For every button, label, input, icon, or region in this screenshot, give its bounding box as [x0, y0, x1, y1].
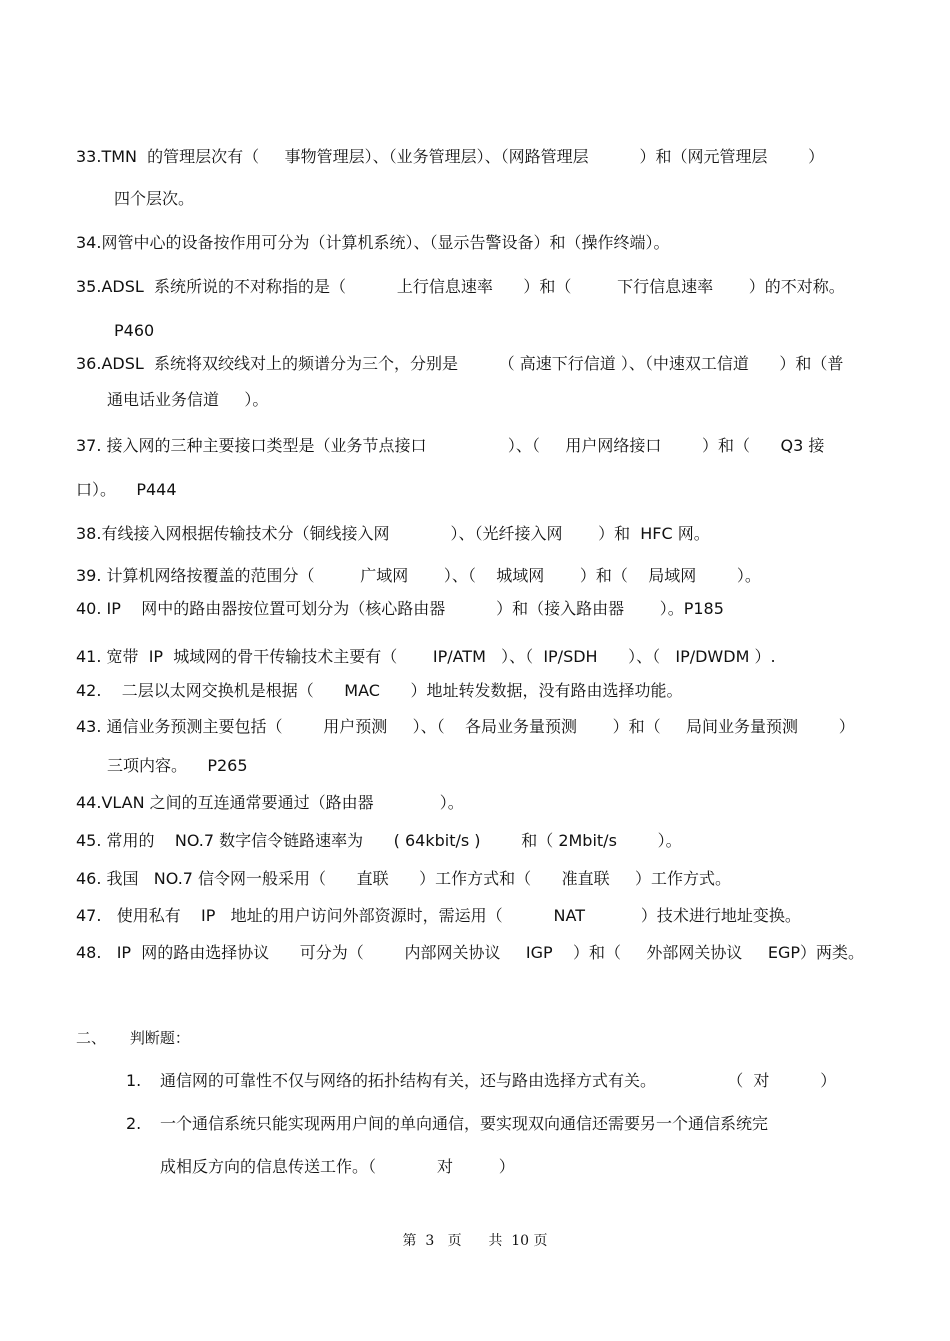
question-47: 47. 使用私有 IP 地址的用户访问外部资源时，需运用（ NAT ）技术进行地址变换。: [76, 906, 801, 925]
section-title-true-false: 二、 判断题：: [76, 1029, 190, 1047]
page-footer: 第 3 页 共 10 页: [402, 1233, 548, 1249]
item-text-1: 通信网的可靠性不仅与网络的拓扑结构有关，还与路由选择方式有关。 （ 对 ）: [160, 1071, 837, 1090]
question-37: 37. 接入网的三种主要接口类型是（业务节点接口 ）、（ 用户网络接口 ）和（ Q3 接: [76, 436, 825, 455]
question-46: 46. 我国 NO.7 信令网一般采用（ 直联 ）工作方式和（ 准直联 ）工作方式。: [76, 869, 732, 888]
question-41: 41. 宽带 IP 城域网的骨干传输技术主要有（ IP/ATM ）、（ IP/SDH ）、（ IP/DWDM ）.: [76, 647, 776, 666]
question-35: 35.ADSL 系统所说的不对称指的是（ 上行信息速率 ）和（ 下行信息速率 ）的不对称。: [76, 277, 845, 296]
question-42: 42. 二层以太网交换机是根据（ MAC ）地址转发数据，没有路由选择功能。: [76, 681, 683, 700]
question-39: 39. 计算机网络按覆盖的范围分（ 广域网 ）、（ 城域网 ）和（ 局域网 ）。: [76, 566, 761, 585]
item-text-2-cont: 成相反方向的信息传送工作。（ 对 ）: [160, 1157, 515, 1176]
question-43-cont: 三项内容。 P265: [107, 756, 248, 775]
question-34: 34.网管中心的设备按作用可分为（计算机系统）、（显示告警设备）和（操作终端）。: [76, 233, 670, 252]
question-43: 43. 通信业务预测主要包括（ 用户预测 ）、（ 各局业务量预测 ）和（ 局间业务量预测 ）: [76, 717, 855, 736]
question-44: 44.VLAN 之间的互连通常要通过（路由器 ）。: [76, 793, 464, 812]
item-number-2: 2.: [126, 1114, 142, 1133]
item-number-1: 1.: [126, 1071, 142, 1090]
question-48: 48. IP 网的路由选择协议 可分为（ 内部网关协议 IGP ）和（ 外部网关协议 EGP）两类。: [76, 943, 865, 962]
question-35-cont: P460: [114, 321, 155, 340]
question-33: 33.TMN 的管理层次有（ 事物管理层）、（业务管理层）、（网路管理层 ）和（网元管理层 ）: [76, 147, 825, 166]
question-45: 45. 常用的 NO.7 数字信令链路速率为 ( 64kbit/s ) 和（ 2Mbit/s ）。: [76, 831, 682, 850]
item-text-2: 一个通信系统只能实现两用户间的单向通信，要实现双向通信还需要另一个通信系统完: [160, 1114, 769, 1133]
question-40: 40. IP 网中的路由器按位置可划分为（核心路由器 ）和（接入路由器 ）。P185: [76, 599, 724, 618]
question-36-cont: 通电话业务信道 ）。: [107, 390, 269, 409]
question-36: 36.ADSL 系统将双绞线对上的频谱分为三个，分别是 （ 高速下行信道 ）、（中速双工信道 ）和（普: [76, 354, 844, 373]
question-37-cont: 口）。 P444: [76, 480, 177, 499]
question-33-cont: 四个层次。: [114, 189, 195, 208]
question-38: 38.有线接入网根据传输技术分（铜线接入网 ）、（光纤接入网 ）和 HFC 网。: [76, 524, 710, 543]
